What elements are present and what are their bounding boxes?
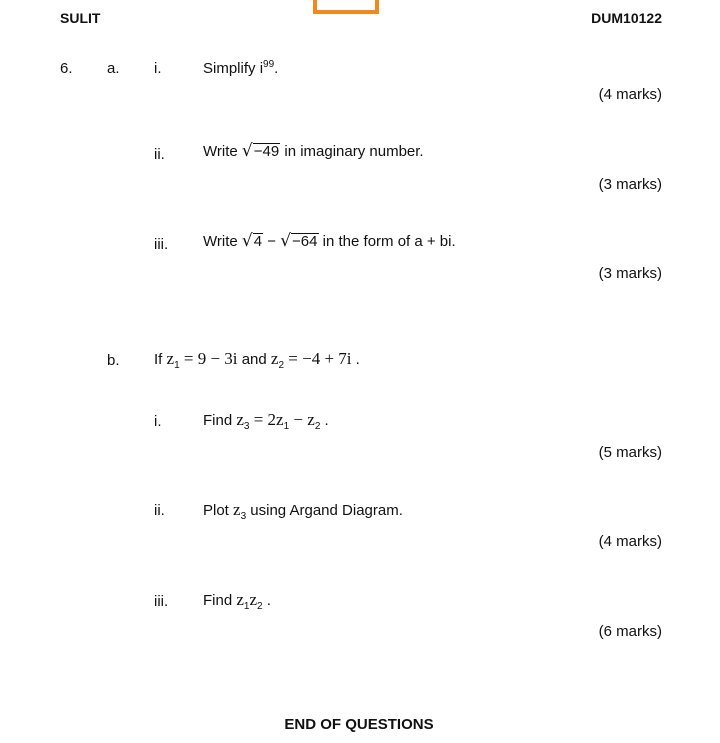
b-i-marks: (5 marks)	[598, 444, 662, 461]
b-iii-marks: (6 marks)	[598, 623, 662, 640]
sqrt-neg64: √ −64	[280, 231, 318, 251]
b-ii-number: ii.	[154, 502, 165, 519]
sqrt-4: √ 4	[241, 231, 263, 251]
question-number: 6.	[60, 60, 73, 77]
sqrt-neg49: √ −49	[241, 141, 280, 161]
part-a-label: a.	[107, 60, 120, 77]
a-ii-text: Write √ −49 in imaginary number.	[203, 141, 424, 161]
a-iii-text: Write √ 4 − √ −64 in the form of a + bi.	[203, 231, 456, 251]
a-i-text: Simplify $i^{99}$.	[203, 59, 279, 77]
a-iii-marks: (3 marks)	[598, 265, 662, 282]
end-of-questions: END OF QUESTIONS	[284, 716, 434, 733]
part-b-label: b.	[107, 352, 120, 369]
b-i-text: Find $z_3 = 2z_1 - z_2$ .	[203, 410, 329, 432]
logo-tab	[313, 0, 379, 14]
a-ii-number: ii.	[154, 146, 165, 163]
a-ii-marks: (3 marks)	[598, 176, 662, 193]
b-iii-text: Find $z_1z_2$ .	[203, 590, 271, 612]
b-intro: If $z_1 = 9 - 3i$ and $z_2 = -4 + 7i$ .	[154, 349, 360, 371]
b-ii-text: Plot $z_3$ using Argand Diagram.	[203, 500, 403, 522]
a-iii-number: iii.	[154, 236, 169, 253]
b-i-number: i.	[154, 413, 162, 430]
header-course-code: DUM10122	[591, 10, 662, 26]
b-ii-marks: (4 marks)	[598, 533, 662, 550]
b-iii-number: iii.	[154, 593, 169, 610]
a-i-number: i.	[154, 60, 162, 77]
a-i-marks: (4 marks)	[598, 86, 662, 103]
header-sulit: SULIT	[60, 10, 101, 26]
